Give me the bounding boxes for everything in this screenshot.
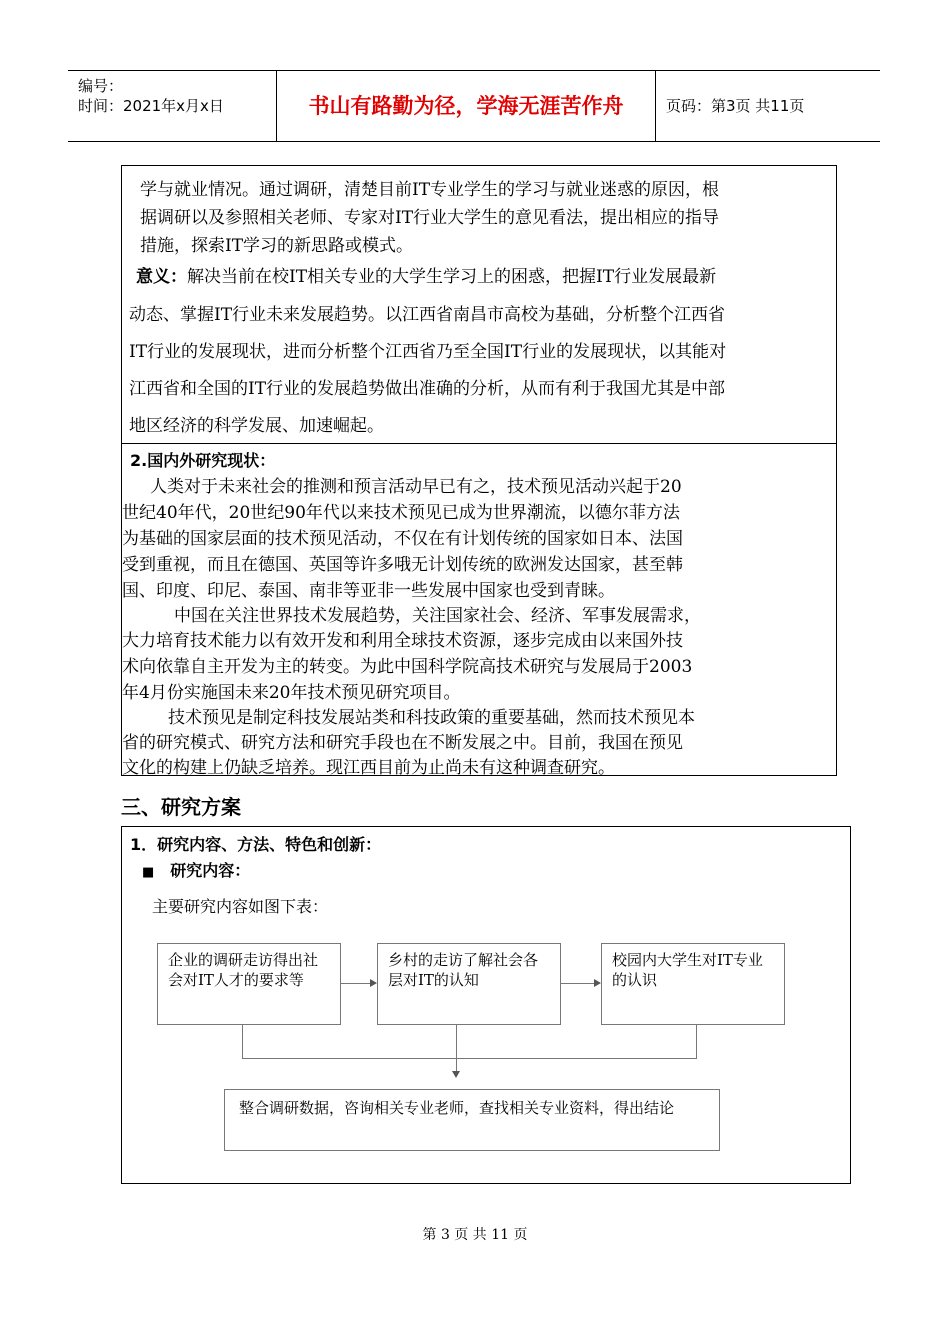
purpose-line: 学与就业情况。通过调研，清楚目前IT专业学生的学习与就业迷惑的原因，根 (140, 180, 720, 200)
research-plan-subheading: 1．研究内容、方法、特色和创新： (130, 835, 382, 854)
research-line: 中国在关注世界技术发展趋势，关注国家社会、经济、军事发展需求， (174, 606, 701, 626)
meaning-label: 意义： (136, 267, 187, 287)
flow-box-enterprise: 企业的调研走访得出社会对IT人才的要求等 (157, 943, 341, 1025)
page-header (68, 70, 880, 142)
purpose-line: 措施，探索IT学习的新思路或模式。 (140, 236, 414, 256)
header-number-label: 编号： (78, 77, 124, 95)
section-three-title: 三、研究方案 (121, 795, 241, 819)
page-footer: 第 3 页 共 11 页 (422, 1227, 528, 1243)
research-line: 国、印度、印尼、泰国、南非等亚非一些发展中国家也受到青睐。 (122, 581, 615, 601)
research-line: 世纪40年代，20世纪90年代以来技术预见已成为世界潮流，以德尔菲方法 (122, 503, 680, 523)
research-line: 受到重视，而且在德国、英国等许多哦无计划传统的欧洲发达国家，甚至韩 (122, 555, 683, 575)
meaning-text: 解决当前在校IT相关专业的大学生学习上的困惑，把握IT行业发展最新 (187, 267, 717, 287)
research-plan-box (121, 826, 851, 1184)
research-line: 人类对于未来社会的推测和预言活动早已有之，技术预见活动兴起于20 (150, 477, 682, 497)
flow-arrowhead-icon (370, 979, 377, 987)
flow-arrowhead-icon (594, 979, 601, 987)
flow-arrowhead-down-icon (452, 1071, 460, 1078)
research-status-heading: 2.国内外研究现状： (130, 451, 276, 470)
bullet-square-icon: ■ (142, 865, 155, 880)
meaning-line (136, 262, 716, 287)
research-content-intro: 主要研究内容如图下表： (152, 897, 329, 916)
research-line: 大力培育技术能力以有效开发和利用全球技术资源，逐步完成由以来国外技 (122, 631, 683, 651)
header-page-label: 页码：第3页 共11页 (666, 97, 805, 115)
meaning-line: 江西省和全国的IT行业的发展趋势做出准确的分析，从而有利于我国尤其是中部 (129, 379, 726, 399)
research-line: 年4月份实施国未来20年技术预见研究项目。 (122, 683, 461, 703)
flow-box-conclusion: 整合调研数据，咨询相关专业老师，查找相关专业资料，得出结论 (224, 1089, 720, 1151)
research-line: 省的研究模式、研究方法和研究手段也在不断发展之中。目前，我国在预见 (122, 733, 683, 753)
research-line: 文化的构建上仍缺乏培养。现江西目前为止尚未有这种调查研究。 (122, 758, 615, 778)
research-status-box (121, 443, 837, 776)
header-date-label: 时间：2021年x月x日 (78, 97, 224, 115)
research-line: 术向依靠自主开发为主的转变。为此中国科学院高技术研究与发展局于2003 (122, 657, 693, 677)
meaning-line: 地区经济的科学发展、加速崛起。 (129, 416, 384, 436)
meaning-line: 动态、掌握IT行业未来发展趋势。以江西省南昌市高校为基础，分析整个江西省 (129, 305, 726, 325)
flow-arrow-line (341, 983, 371, 984)
header-motto: 书山有路勤为径，学海无涯苦作舟 (277, 71, 656, 141)
meaning-line: IT行业的发展现状，进而分析整个江西省乃至全国IT行业的发展现状，以其能对 (129, 342, 727, 362)
flow-connector-line (696, 1025, 697, 1058)
header-meta-cell (68, 71, 277, 141)
flow-box-village: 乡村的走访了解社会各层对IT的认知 (377, 943, 561, 1025)
research-content-label: 研究内容： (170, 861, 251, 880)
flow-box-campus: 校园内大学生对IT专业的认识 (601, 943, 785, 1025)
research-line: 技术预见是制定科技发展站类和科技政策的重要基础，然而技术预见本 (168, 708, 695, 728)
flow-connector-line (242, 1058, 697, 1059)
flow-connector-line (242, 1025, 243, 1058)
research-content-bullet-line (142, 858, 250, 881)
purpose-line: 据调研以及参照相关老师、专家对IT行业大学生的意见看法，提出相应的指导 (140, 208, 720, 228)
purpose-meaning-box (121, 165, 837, 444)
flow-connector-line (456, 1025, 457, 1071)
research-line: 为基础的国家层面的技术预见活动，不仅在有计划传统的国家如日本、法国 (122, 529, 683, 549)
flow-arrow-line (561, 983, 595, 984)
